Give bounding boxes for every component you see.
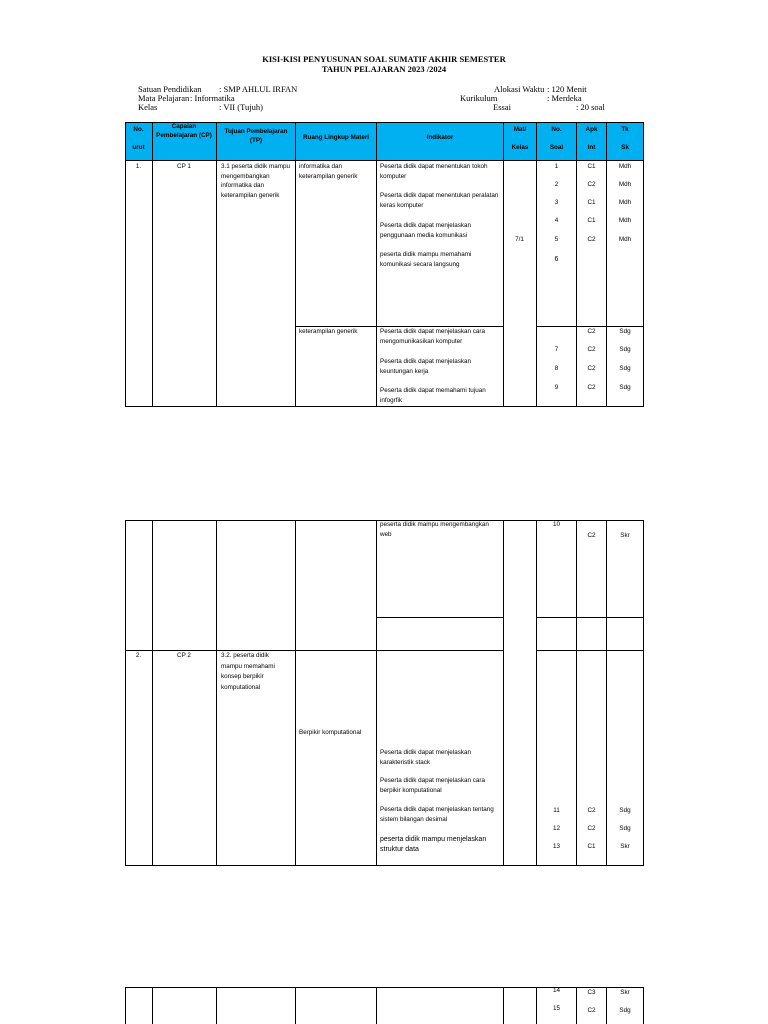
mapel-label: Mata Pelajaran — [138, 93, 190, 103]
tk-value: Mdh — [618, 163, 632, 170]
header-indikator: Indikator — [426, 134, 454, 141]
kurikulum-value: : Merdeka — [547, 93, 582, 103]
kelas-label: Kelas — [138, 102, 158, 112]
apk-value: C1 — [587, 217, 596, 224]
header-cp: Capaian Pembelajaran (CP) — [156, 123, 212, 139]
document-title: KISI-KISI PENYUSUNAN SOAL SUMATIF AKHIR SEMESTER — [262, 54, 506, 64]
indikator-2: Peserta didik dapat menjelaskan cara berpikir komputational — [380, 777, 486, 794]
apk-value: C2 — [587, 346, 596, 353]
indikator-3: Peserta didik dapat menjelaskan tentang sistem bilangan desimal — [380, 806, 494, 823]
indikator-4: peserta didik mampu menjelaskan struktur data — [380, 836, 487, 853]
tk-value: Skr — [620, 989, 630, 996]
indikator-6: Peserta didik dapat menjelaskan keuntungan kerja — [380, 358, 472, 375]
alokasi-label: Alokasi Waktu — [494, 84, 545, 94]
tk-value: Mdh — [618, 217, 632, 224]
soal-no: 13 — [552, 843, 560, 850]
tk-value: Skr — [620, 843, 630, 850]
row-tp: 3.1 peserta didik mampu mengembangkan informatika dan keterampilan generik — [221, 163, 290, 199]
kurikulum-label: Kurikulum — [460, 93, 498, 103]
indikator-4: peserta didik mampu memahami komunikasi secara langsung — [380, 251, 472, 268]
tk-value: Sdg — [619, 328, 631, 335]
soal-no: 8 — [554, 365, 559, 372]
soal-no: 1 — [554, 163, 559, 170]
apk-value: C2 — [587, 384, 596, 391]
header-int: Int — [587, 144, 596, 151]
row-cp: CP 2 — [177, 652, 191, 659]
header-tp: Tujuan Pembelajaran (TP) — [224, 128, 288, 144]
apk-value: C1 — [587, 199, 596, 206]
soal-no: 11 — [553, 807, 560, 814]
header-no: No. — [133, 126, 144, 133]
tk-value: Sdg — [619, 807, 631, 814]
apk-value: C1 — [587, 843, 596, 850]
tk-value: Sdg — [619, 825, 631, 832]
header-mat: Mat/ — [513, 126, 527, 133]
apk-value: C2 — [587, 825, 596, 832]
tk-value: Sdg — [619, 365, 631, 372]
soal-no: 9 — [554, 384, 559, 391]
tk-value: Mdh — [618, 181, 632, 188]
kelas-value: : VII (Tujuh) — [219, 102, 263, 112]
tk-value: Mdh — [618, 199, 632, 206]
essai-label: Essai — [493, 102, 511, 112]
header-soal: Soal — [549, 144, 564, 151]
alokasi-value: : 120 Menit — [547, 84, 587, 94]
satuan-value: : SMP AHLUL IRFAN — [219, 84, 298, 94]
soal-no: 4 — [554, 217, 559, 224]
apk-value: C2 — [587, 181, 596, 188]
satuan-label: Satuan Pendidikan — [138, 84, 202, 94]
tk-value: Sdg — [619, 384, 631, 391]
apk-value: C2 — [587, 365, 596, 372]
apk-value: C2 — [587, 807, 596, 814]
header-urut: urut — [132, 144, 145, 151]
row-no: 2. — [135, 652, 142, 659]
soal-no: 5 — [554, 236, 559, 243]
apk-value: C1 — [587, 163, 596, 170]
indikator-5: Peserta didik dapat menjelaskan cara mengomunikasikan komputer — [380, 328, 486, 345]
soal-no: 10 — [552, 521, 560, 528]
header-apk: Apk — [585, 126, 598, 133]
soal-no: 2 — [554, 181, 559, 188]
essai-value: : 20 soal — [576, 102, 605, 112]
indikator-1: Peserta didik dapat menentukan tokoh komputer — [380, 163, 488, 180]
row-cp: CP 1 — [177, 163, 191, 170]
indikator-2: Peserta didik dapat menentukan peralatan keras komputer — [380, 192, 499, 209]
header-materi: Ruang Lingkup Materi — [302, 134, 370, 141]
header-kelas: Kelas — [511, 144, 529, 151]
row-mat-kelas: 7/1 — [515, 236, 524, 243]
apk-value: C2 — [587, 236, 596, 243]
soal-no: 7 — [554, 346, 559, 353]
header-soal-no: No. — [551, 126, 562, 133]
indikator-1: Peserta didik dapat menjelaskan karakteristik stack — [380, 749, 472, 766]
document-subtitle: TAHUN PELAJARAN 2023 /2024 — [321, 64, 447, 74]
row-materi-a: informatika dan keterampilan generik — [299, 163, 358, 180]
indikator-3: Peserta didik dapat menjelaskan penggunaan media komunikasi — [380, 222, 472, 239]
soal-no: 15 — [552, 1005, 560, 1012]
tk-value: Sdg — [619, 1007, 631, 1014]
indikator-7: Peserta didik dapat memahami tujuan infogrfik — [380, 387, 486, 404]
tk-value: Skr — [620, 532, 630, 539]
header-sk: Sk — [621, 144, 629, 151]
apk-value: C3 — [587, 989, 596, 996]
mapel-value: : Informatika — [190, 93, 235, 103]
soal-no: 14 — [552, 987, 560, 994]
apk-value: C2 — [587, 1007, 596, 1014]
header-tk: Tk — [621, 126, 629, 133]
tk-value: Mdh — [618, 236, 632, 243]
apk-value: C2 — [587, 328, 596, 335]
apk-value: C2 — [587, 532, 596, 539]
soal-no: 6 — [554, 256, 559, 263]
row-materi-b: keterampilan generik — [299, 328, 358, 335]
soal-no: 3 — [554, 199, 559, 206]
tk-value: Sdg — [619, 346, 631, 353]
soal-no: 12 — [552, 825, 560, 832]
row-materi: Berpikir komputational — [299, 729, 362, 736]
row-tp: 3.2. peserta didik mampu memahami konsep berpikir komputational — [221, 652, 275, 691]
row-no: 1. — [135, 163, 142, 170]
indikator-web: peserta didik mampu mengembangkan web — [380, 521, 489, 538]
